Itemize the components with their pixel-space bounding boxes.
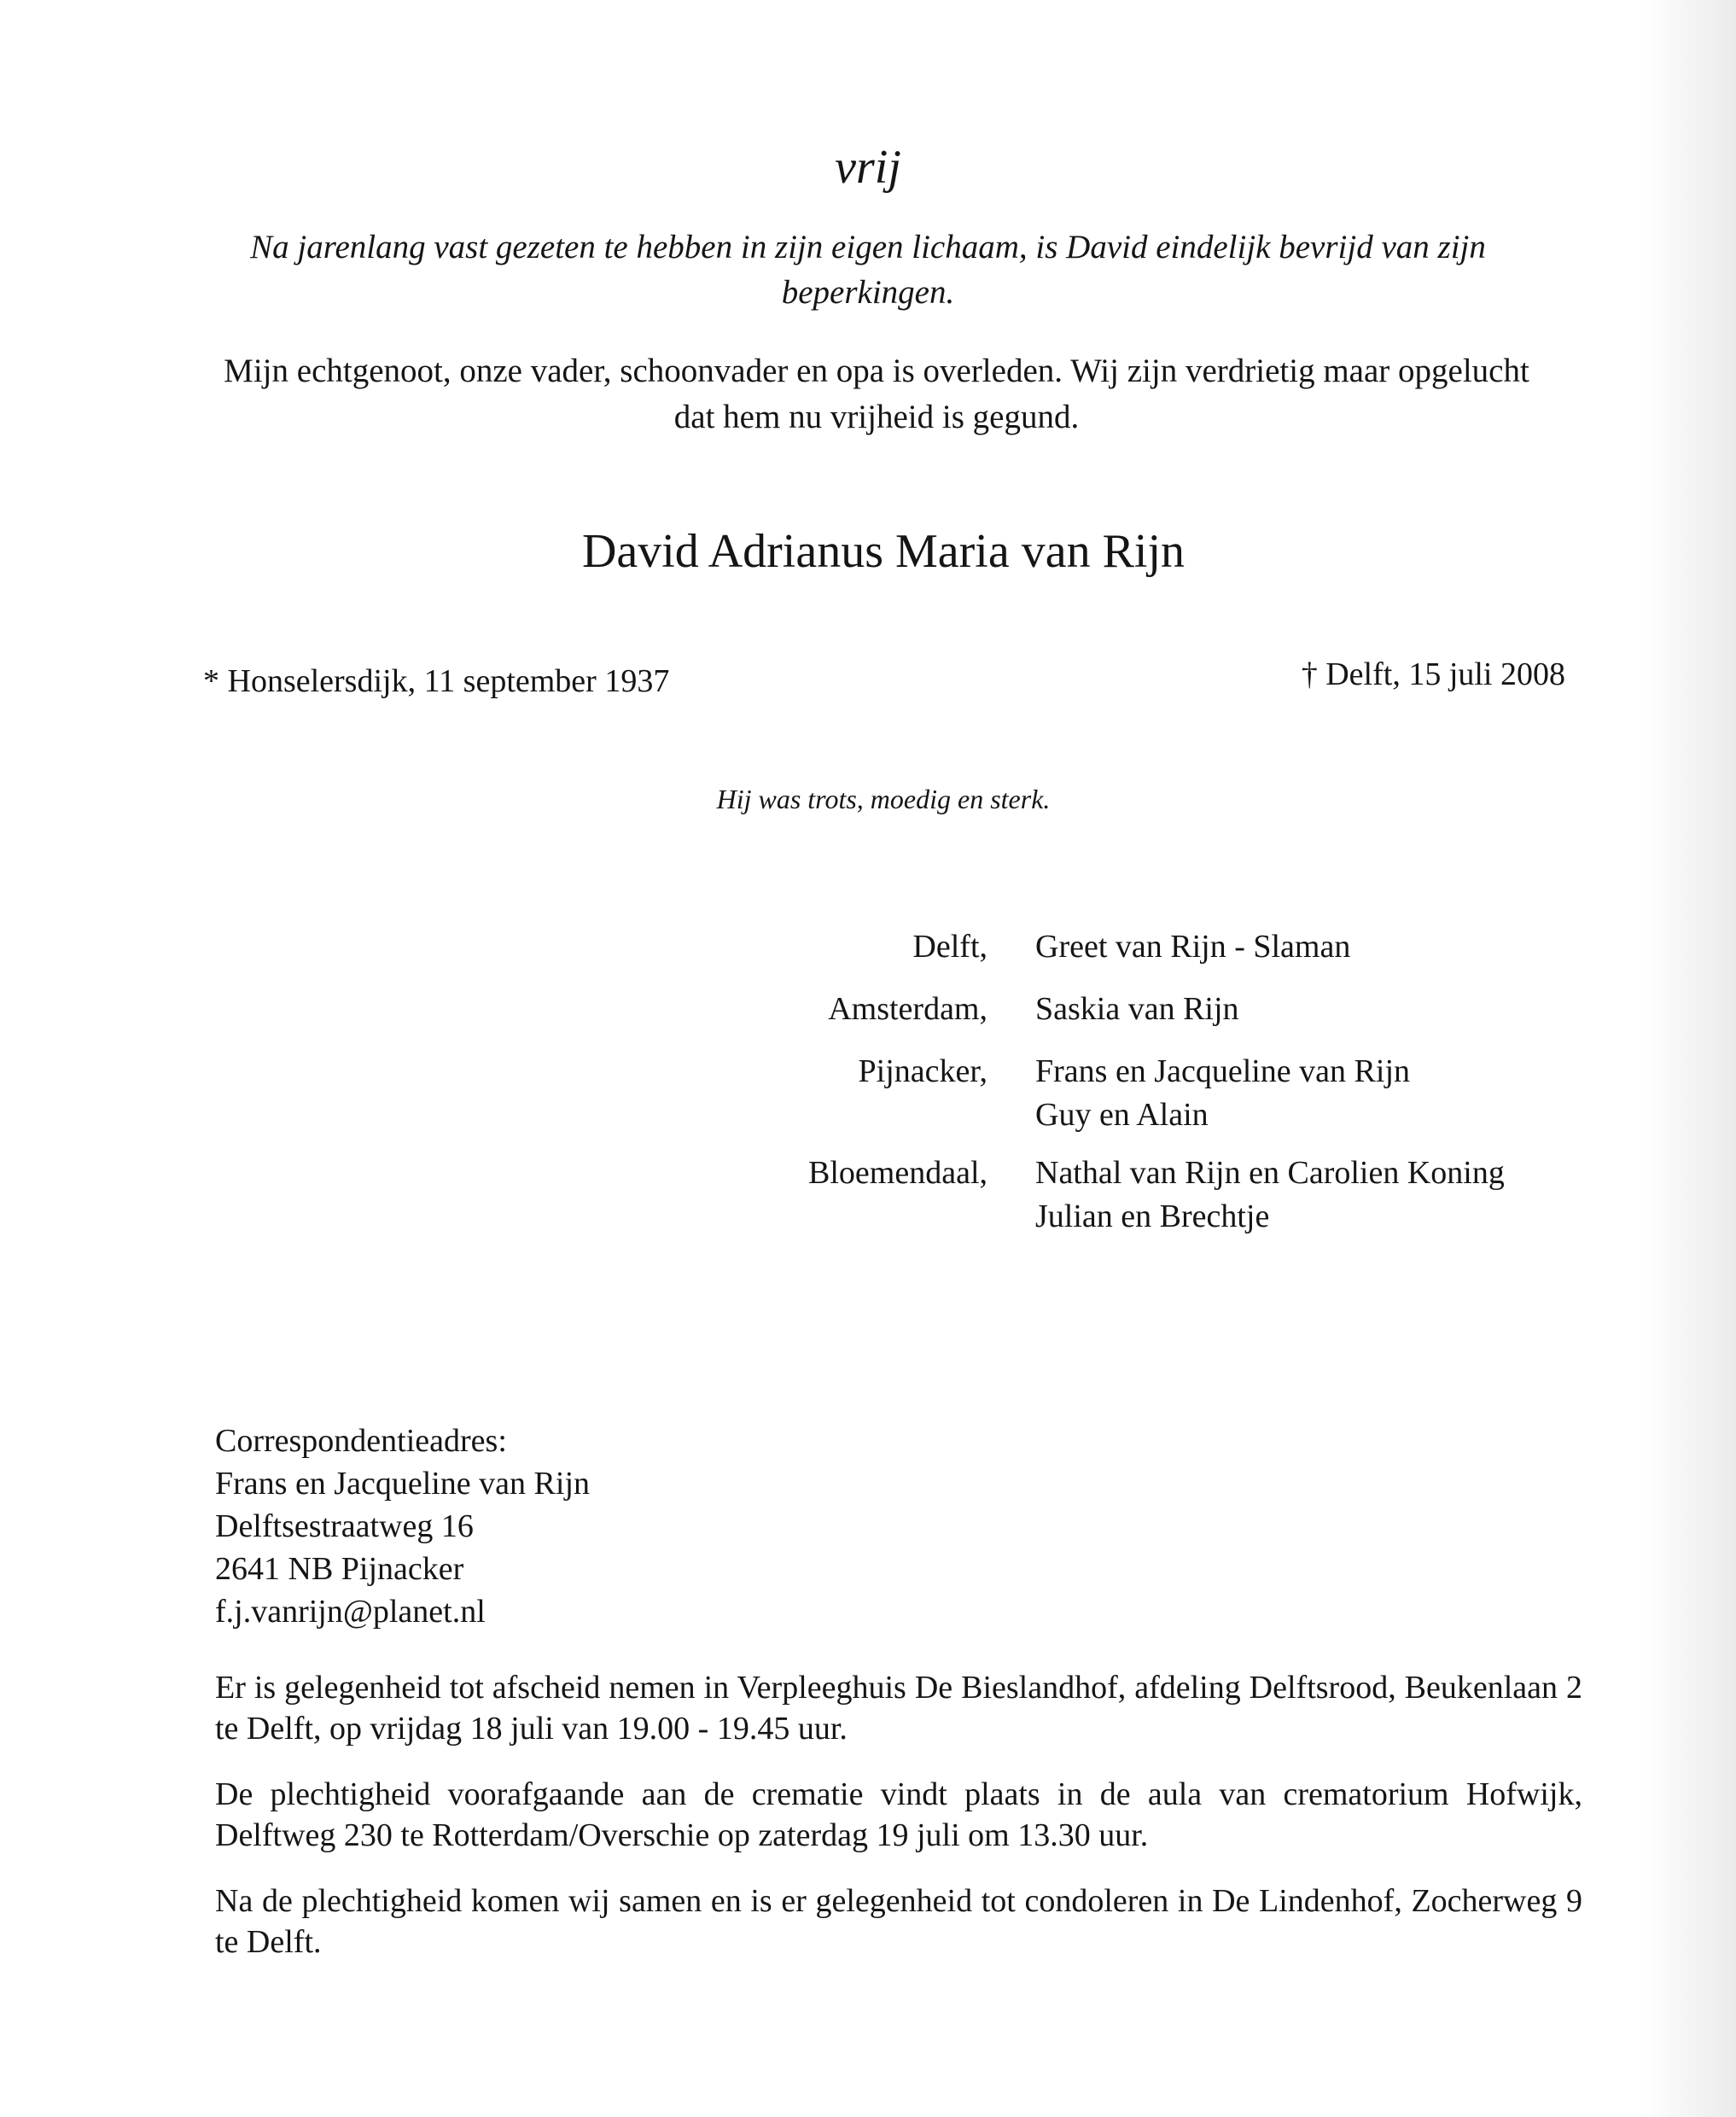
arrangement-ceremony: De plechtigheid voorafgaande aan de crematie vindt plaats in de aula van crematorium Hofwijk, Delftweg 230 te Rotterdam/Overschie op zaterdag 19 juli om 13.30 uur. [215, 1776, 1582, 1853]
arrangement-farewell: Er is gelegenheid tot afscheid nemen in Verpleeghuis De Bieslandhof, afdeling Delftsrood, Beukenlaan 2 te Delft, op vrijdag 18 juli van 19.00 - 19.45 uur. [215, 1670, 1582, 1747]
correspondence-name: Frans en Jacqueline van Rijn [215, 1466, 591, 1502]
family-place: Pijnacker, [858, 1053, 987, 1089]
death-info: † Delft, 15 juli 2008 [1301, 656, 1565, 692]
family-member: Nathal van Rijn en Carolien Koning [1035, 1155, 1505, 1191]
page-edge-shadow [1642, 0, 1736, 2117]
correspondence-street: Delftsestraatweg 16 [215, 1508, 474, 1544]
motto: Hij was trots, moedig en sterk. [716, 784, 1051, 814]
arrangement-condolences: Na de plechtigheid komen wij samen en is er gelegenheid tot condoleren in De Lindenhof, Zocherweg 9 te Delft. [215, 1883, 1582, 1960]
birth-info: * Honselersdijk, 11 september 1937 [203, 663, 670, 699]
family-member: Guy en Alain [1035, 1097, 1209, 1133]
family-place: Amsterdam, [828, 991, 987, 1027]
family-member: Julian en Brechtje [1035, 1198, 1270, 1234]
family-member: Greet van Rijn - Slaman [1035, 929, 1351, 965]
intro-text: Na jarenlang vast gezeten te hebben in zijn eigen lichaam, is David eindelijk bevrijd van zijn beperkingen. [250, 229, 1486, 311]
family-member: Saskia van Rijn [1035, 991, 1239, 1027]
family-place: Bloemendaal, [808, 1155, 987, 1191]
deceased-name: David Adrianus Maria van Rijn [581, 525, 1185, 578]
correspondence-email: f.j.vanrijn@planet.nl [215, 1594, 486, 1630]
heading-vrij: vrij [835, 141, 901, 194]
family-member: Frans en Jacqueline van Rijn [1035, 1053, 1411, 1089]
correspondence-postal: 2641 NB Pijnacker [215, 1551, 464, 1587]
family-place: Delft, [912, 929, 987, 965]
announcement-text: Mijn echtgenoot, onze vader, schoonvader en opa is overleden. Wij zijn verdrietig maar opgelucht dat hem nu vrijheid is gegund. [224, 353, 1529, 435]
correspondence-label: Correspondentieadres: [215, 1423, 507, 1459]
